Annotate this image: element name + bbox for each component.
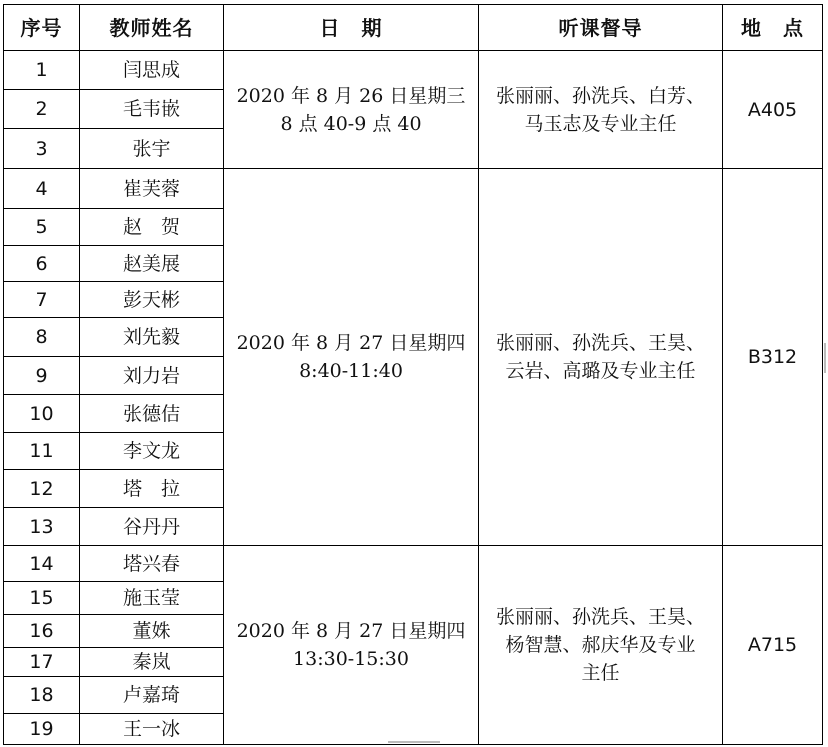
row-number: 18 xyxy=(4,677,80,714)
teacher-name: 卢嘉琦 xyxy=(80,677,224,714)
session-location: A405 xyxy=(723,51,823,169)
row-number: 11 xyxy=(4,433,80,470)
row-number: 12 xyxy=(4,470,80,508)
teacher-name: 彭天彬 xyxy=(80,282,224,318)
teacher-name: 谷丹丹 xyxy=(80,508,224,546)
table-row xyxy=(4,546,823,582)
row-number: 2 xyxy=(4,90,80,129)
header-date: 日 期 xyxy=(224,5,479,51)
row-number: 8 xyxy=(4,318,80,357)
header-supervisors: 听课督导 xyxy=(479,5,723,51)
teacher-name: 赵美展 xyxy=(80,246,224,282)
teacher-name: 赵 贺 xyxy=(80,209,224,246)
row-number: 16 xyxy=(4,615,80,648)
table-row xyxy=(4,51,823,90)
schedule-body xyxy=(4,51,823,745)
row-number: 7 xyxy=(4,282,80,318)
teacher-name: 施玉莹 xyxy=(80,582,224,615)
teacher-name: 闫思成 xyxy=(80,51,224,90)
row-number: 15 xyxy=(4,582,80,615)
teacher-name: 董姝 xyxy=(80,615,224,648)
session-supervisors: 张丽丽、孙洗兵、白芳、 马玉志及专业主任 xyxy=(479,51,723,169)
row-number: 9 xyxy=(4,357,80,395)
teacher-name: 张宇 xyxy=(80,129,224,169)
schedule-table xyxy=(3,4,823,745)
teacher-name: 刘力岩 xyxy=(80,357,224,395)
row-number: 3 xyxy=(4,129,80,169)
session-supervisors: 张丽丽、孙洗兵、王昊、 杨智慧、郝庆华及专业 主任 xyxy=(479,546,723,745)
session-supervisors: 张丽丽、孙洗兵、王昊、 云岩、高璐及专业主任 xyxy=(479,169,723,546)
session-location: B312 xyxy=(723,169,823,546)
teacher-name: 崔芙蓉 xyxy=(80,169,224,209)
teacher-name: 刘先毅 xyxy=(80,318,224,357)
teacher-name: 毛韦嵌 xyxy=(80,90,224,129)
header-row xyxy=(4,5,823,51)
header-location: 地 点 xyxy=(723,5,823,51)
row-number: 13 xyxy=(4,508,80,546)
row-number: 4 xyxy=(4,169,80,209)
session-location: A715 xyxy=(723,546,823,745)
row-number: 19 xyxy=(4,714,80,745)
teacher-name: 秦岚 xyxy=(80,648,224,677)
row-number: 6 xyxy=(4,246,80,282)
row-number: 10 xyxy=(4,395,80,433)
session-date: 2020 年 8 月 27 日星期四 13:30-15:30 xyxy=(224,546,479,745)
row-number: 14 xyxy=(4,546,80,582)
teacher-name: 张德佶 xyxy=(80,395,224,433)
header-teacher-name: 教师姓名 xyxy=(80,5,224,51)
page-edge-mark xyxy=(388,741,440,743)
session-date: 2020 年 8 月 26 日星期三 8 点 40-9 点 40 xyxy=(224,51,479,169)
teacher-name: 王一冰 xyxy=(80,714,224,745)
teacher-name: 塔兴春 xyxy=(80,546,224,582)
row-number: 5 xyxy=(4,209,80,246)
page-edge-mark xyxy=(824,343,826,373)
header-seq: 序号 xyxy=(4,5,80,51)
table-row xyxy=(4,169,823,209)
row-number: 1 xyxy=(4,51,80,90)
teacher-name: 塔 拉 xyxy=(80,470,224,508)
row-number: 17 xyxy=(4,648,80,677)
teacher-name: 李文龙 xyxy=(80,433,224,470)
session-date: 2020 年 8 月 27 日星期四 8:40-11:40 xyxy=(224,169,479,546)
